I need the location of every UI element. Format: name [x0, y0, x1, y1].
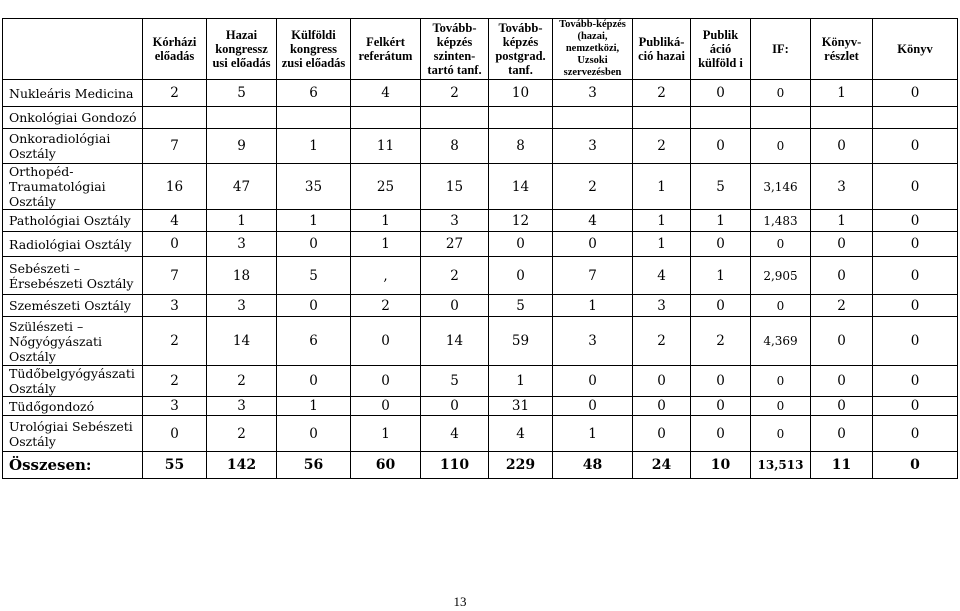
table-cell: 4 — [489, 416, 553, 452]
table-cell: 0 — [691, 295, 751, 317]
table-cell: 3 — [207, 232, 277, 257]
row-label: Tüdőgondozó — [3, 397, 143, 416]
table-cell: 3 — [553, 317, 633, 366]
table-cell: 0 — [751, 397, 811, 416]
table-cell: 7 — [143, 257, 207, 295]
total-cell: 13,513 — [751, 452, 811, 479]
table-cell: 0 — [873, 232, 958, 257]
row-label: Onkoradiológiai Osztály — [3, 129, 143, 164]
table-cell: 0 — [811, 129, 873, 164]
table-cell: 2 — [691, 317, 751, 366]
row-label: Szülészeti – Nőgyógyászati Osztály — [3, 317, 143, 366]
table-cell: 1 — [277, 210, 351, 232]
total-cell: 24 — [633, 452, 691, 479]
table-cell: 1 — [277, 397, 351, 416]
header-corner — [3, 19, 143, 80]
table-cell: 0 — [633, 366, 691, 397]
table-cell: 3,146 — [751, 164, 811, 210]
table-cell: 47 — [207, 164, 277, 210]
table-cell: 0 — [489, 232, 553, 257]
table-cell: 3 — [553, 80, 633, 107]
table-cell: 4 — [553, 210, 633, 232]
total-cell: 48 — [553, 452, 633, 479]
table-cell: 0 — [811, 232, 873, 257]
row-label: Nukleáris Medicina — [3, 80, 143, 107]
table-cell: 0 — [873, 80, 958, 107]
table-cell: 2 — [633, 80, 691, 107]
table-cell: 0 — [751, 129, 811, 164]
table-cell: 2 — [811, 295, 873, 317]
header-row — [3, 19, 958, 80]
table-cell: 0 — [873, 317, 958, 366]
table-cell: 0 — [873, 257, 958, 295]
table-cell: 0 — [691, 366, 751, 397]
total-cell: 11 — [811, 452, 873, 479]
table-cell: 2 — [421, 80, 489, 107]
table-cell: 2 — [633, 317, 691, 366]
table-cell — [207, 107, 277, 129]
table-cell: 4 — [143, 210, 207, 232]
table-cell: 0 — [691, 397, 751, 416]
table-cell: 11 — [351, 129, 421, 164]
table-row — [3, 317, 958, 366]
table-cell: 6 — [277, 80, 351, 107]
table-cell: 3 — [207, 397, 277, 416]
table-cell: 10 — [489, 80, 553, 107]
table-cell: 0 — [421, 295, 489, 317]
total-cell: 55 — [143, 452, 207, 479]
table-cell: 3 — [207, 295, 277, 317]
table-cell: 14 — [207, 317, 277, 366]
table-cell: 9 — [207, 129, 277, 164]
table-cell — [633, 107, 691, 129]
table-cell: 0 — [553, 397, 633, 416]
table-header — [3, 19, 958, 80]
table-cell: 0 — [873, 164, 958, 210]
table-cell: 8 — [489, 129, 553, 164]
table-row — [3, 129, 958, 164]
row-label: Pathológiai Osztály — [3, 210, 143, 232]
table-cell: 7 — [143, 129, 207, 164]
table-cell: 0 — [811, 397, 873, 416]
total-cell: 10 — [691, 452, 751, 479]
table-cell: 1 — [553, 416, 633, 452]
table-cell: 5 — [277, 257, 351, 295]
table-cell: 4,369 — [751, 317, 811, 366]
table-cell: 0 — [691, 129, 751, 164]
table-cell: 1 — [811, 210, 873, 232]
table-cell: 3 — [811, 164, 873, 210]
row-label: Orthopéd-Traumatológiai Osztály — [3, 164, 143, 210]
table-cell: 1 — [811, 80, 873, 107]
total-cell: 0 — [873, 452, 958, 479]
table-cell: 2 — [143, 80, 207, 107]
table-cell: 2 — [421, 257, 489, 295]
table-cell: 2 — [207, 366, 277, 397]
table-cell: 0 — [277, 416, 351, 452]
table-cell: 31 — [489, 397, 553, 416]
table-cell: 1 — [691, 210, 751, 232]
table-row — [3, 295, 958, 317]
table-cell — [751, 107, 811, 129]
table-row — [3, 416, 958, 452]
table-cell — [489, 107, 553, 129]
table-cell: 14 — [489, 164, 553, 210]
row-label: Tüdőbelgyógyászati Osztály — [3, 366, 143, 397]
table-cell: 0 — [811, 416, 873, 452]
table-cell: 15 — [421, 164, 489, 210]
column-header: Publik áció külföld i — [691, 19, 751, 80]
table-cell: 1 — [633, 232, 691, 257]
table-cell: 59 — [489, 317, 553, 366]
table-cell: 1 — [633, 210, 691, 232]
row-label: Urológiai Sebészeti Osztály — [3, 416, 143, 452]
table-cell: 1 — [351, 232, 421, 257]
table-cell: 4 — [633, 257, 691, 295]
table-cell: 0 — [873, 397, 958, 416]
table-cell: 0 — [143, 232, 207, 257]
table-cell: 0 — [633, 416, 691, 452]
table-cell: 27 — [421, 232, 489, 257]
column-header: Kórházi előadás — [143, 19, 207, 80]
table-cell: 0 — [751, 366, 811, 397]
table-cell: 14 — [421, 317, 489, 366]
total-cell: 56 — [277, 452, 351, 479]
column-header: Könyv-részlet — [811, 19, 873, 80]
table-cell — [553, 107, 633, 129]
table-cell: 0 — [553, 366, 633, 397]
table-cell: 0 — [351, 317, 421, 366]
total-cell: 229 — [489, 452, 553, 479]
table-body — [3, 80, 958, 479]
table-cell: 1 — [489, 366, 553, 397]
table-cell: 1 — [277, 129, 351, 164]
column-header: Tovább-képzés szinten-tartó tanf. — [421, 19, 489, 80]
table-cell: 1 — [351, 416, 421, 452]
table-cell: 0 — [351, 366, 421, 397]
table-cell: 0 — [751, 295, 811, 317]
total-cell: 60 — [351, 452, 421, 479]
table-cell: 8 — [421, 129, 489, 164]
table-cell: 6 — [277, 317, 351, 366]
table-cell: 5 — [207, 80, 277, 107]
table-cell: 0 — [691, 232, 751, 257]
table-cell: 0 — [691, 80, 751, 107]
total-label: Összesen: — [3, 452, 143, 479]
table-cell: 0 — [811, 366, 873, 397]
column-header: Külföldi kongress zusi előadás — [277, 19, 351, 80]
table-cell — [143, 107, 207, 129]
column-header: Publiká-ció hazai — [633, 19, 691, 80]
table-row — [3, 397, 958, 416]
table-cell: 0 — [873, 129, 958, 164]
table-cell — [873, 107, 958, 129]
column-header: Tovább-képzés (hazai, nemzetközi, Uzsoki szervezésben — [553, 19, 633, 80]
table-cell: 35 — [277, 164, 351, 210]
table-cell: 2 — [633, 129, 691, 164]
column-header: IF: — [751, 19, 811, 80]
table-cell: 0 — [873, 416, 958, 452]
row-label: Onkológiai Gondozó — [3, 107, 143, 129]
table-cell: 0 — [691, 416, 751, 452]
table-row — [3, 366, 958, 397]
table-cell: 0 — [873, 210, 958, 232]
table-cell: 0 — [143, 416, 207, 452]
table-cell: 25 — [351, 164, 421, 210]
statistics-table — [2, 18, 958, 479]
table-cell — [421, 107, 489, 129]
table-cell: 2 — [143, 317, 207, 366]
table-cell: 4 — [421, 416, 489, 452]
total-row — [3, 452, 958, 479]
column-header: Tovább-képzés postgrad. tanf. — [489, 19, 553, 80]
table-cell: 0 — [811, 317, 873, 366]
table-cell — [351, 107, 421, 129]
table-cell: 4 — [351, 80, 421, 107]
table-cell — [811, 107, 873, 129]
table-cell: 0 — [277, 295, 351, 317]
table-cell: 1,483 — [751, 210, 811, 232]
table-cell: 0 — [873, 295, 958, 317]
table-cell: 3 — [143, 295, 207, 317]
table-cell: 1 — [691, 257, 751, 295]
table-cell: 0 — [873, 366, 958, 397]
table-cell: 0 — [277, 366, 351, 397]
table-cell: , — [351, 257, 421, 295]
table-cell: 0 — [751, 416, 811, 452]
table-cell: 5 — [421, 366, 489, 397]
table-cell: 18 — [207, 257, 277, 295]
table-cell: 2 — [351, 295, 421, 317]
column-header: Hazai kongressz usi előadás — [207, 19, 277, 80]
table-cell: 0 — [811, 257, 873, 295]
table-cell: 0 — [751, 232, 811, 257]
table-cell: 0 — [553, 232, 633, 257]
table-cell: 1 — [351, 210, 421, 232]
page-number: 13 — [453, 594, 467, 609]
table-cell: 3 — [553, 129, 633, 164]
table-row — [3, 232, 958, 257]
table-cell: 3 — [633, 295, 691, 317]
table-cell: 2,905 — [751, 257, 811, 295]
table-cell: 16 — [143, 164, 207, 210]
table-cell: 12 — [489, 210, 553, 232]
table-cell: 0 — [633, 397, 691, 416]
table-cell: 2 — [143, 366, 207, 397]
column-header: Könyv — [873, 19, 958, 80]
table-cell: 0 — [751, 80, 811, 107]
table-cell: 0 — [421, 397, 489, 416]
table-cell: 5 — [691, 164, 751, 210]
table-row — [3, 80, 958, 107]
row-label: Radiológiai Osztály — [3, 232, 143, 257]
table-cell: 5 — [489, 295, 553, 317]
table-row — [3, 257, 958, 295]
table-cell — [691, 107, 751, 129]
table-row — [3, 210, 958, 232]
table-cell: 2 — [207, 416, 277, 452]
total-cell: 110 — [421, 452, 489, 479]
table-cell: 2 — [553, 164, 633, 210]
table-cell: 3 — [143, 397, 207, 416]
table-row — [3, 164, 958, 210]
table-cell: 1 — [207, 210, 277, 232]
table-cell: 0 — [351, 397, 421, 416]
table-cell: 1 — [553, 295, 633, 317]
table-cell: 1 — [633, 164, 691, 210]
row-label: Szemészeti Osztály — [3, 295, 143, 317]
total-cell: 142 — [207, 452, 277, 479]
table-cell: 3 — [421, 210, 489, 232]
table-cell: 0 — [489, 257, 553, 295]
column-header: Felkért referátum — [351, 19, 421, 80]
table-row — [3, 107, 958, 129]
table-cell: 7 — [553, 257, 633, 295]
row-label: Sebészeti – Érsebészeti Osztály — [3, 257, 143, 295]
table-cell — [277, 107, 351, 129]
table-cell: 0 — [277, 232, 351, 257]
